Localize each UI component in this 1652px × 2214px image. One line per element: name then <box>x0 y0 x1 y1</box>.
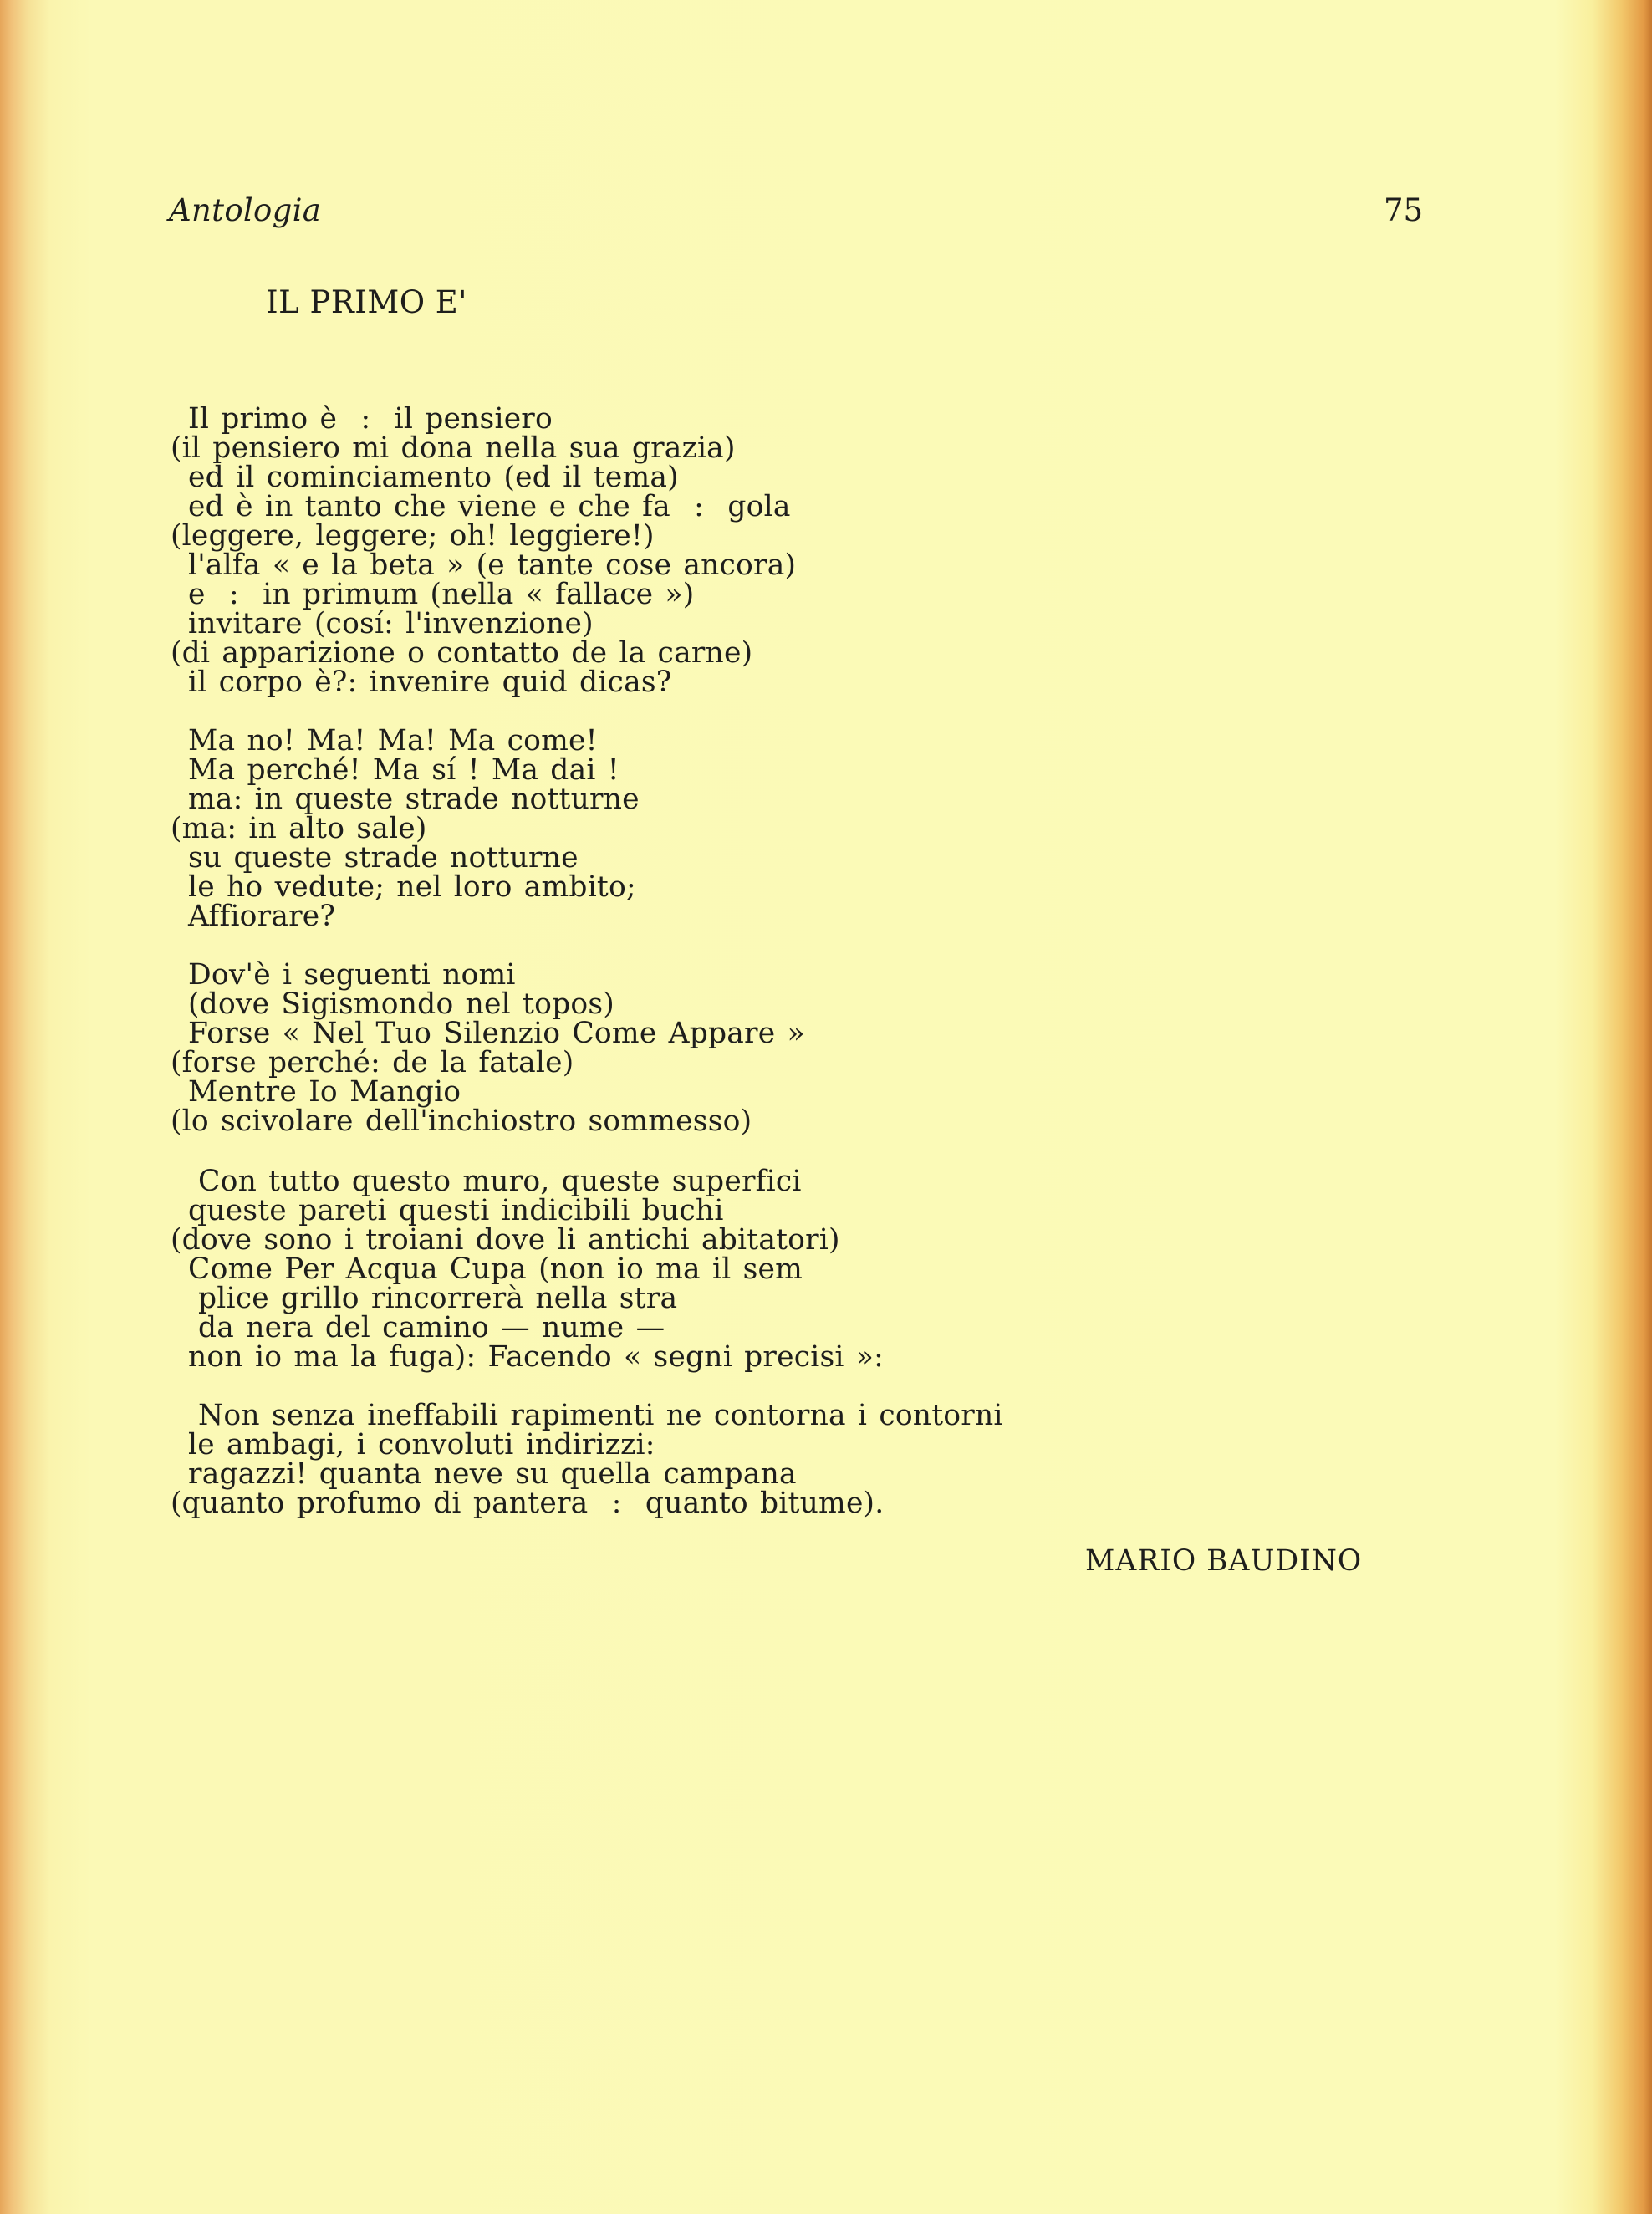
poem-line: su queste strade notturne <box>188 841 579 875</box>
poem-line: (forse perché: de la fatale) <box>171 1046 574 1079</box>
poem-line: plice grillo rincorrerà nella stra <box>198 1282 678 1315</box>
poem-line: Non senza ineffabili rapimenti ne contorna i contorni <box>198 1399 1003 1432</box>
poem-line: Affiorare? <box>188 900 336 933</box>
poem-title: IL PRIMO E' <box>266 284 467 320</box>
poem-line: ma: in queste strade notturne <box>188 783 640 816</box>
poem-line: l'alfa « e la beta » (e tante cose ancora) <box>188 548 797 582</box>
poem-line: (di apparizione o contatto de la carne) <box>171 636 753 670</box>
author-signature: MARIO BAUDINO <box>1085 1544 1363 1578</box>
poem-line: (ma: in alto sale) <box>171 812 427 845</box>
poem-line: Il primo è : il pensiero <box>188 402 553 436</box>
poem-line: Come Per Acqua Cupa (non io ma il sem <box>188 1252 803 1286</box>
page-number: 75 <box>1384 192 1424 228</box>
poem-line: queste pareti questi indicibili buchi <box>188 1194 724 1227</box>
poem-line: (dove sono i troiani dove li antichi abitatori) <box>171 1223 840 1257</box>
poem-line: (quanto profumo di pantera : quanto bitume). <box>171 1487 885 1520</box>
poem-line: (dove Sigismondo nel topos) <box>188 987 614 1021</box>
poem-line: (lo scivolare dell'inchiostro sommesso) <box>171 1104 752 1138</box>
poem-line: (il pensiero mi dona nella sua grazia) <box>171 431 736 465</box>
poem-line: le ambagi, i convoluti indirizzi: <box>188 1428 655 1462</box>
running-head: Antologia <box>169 192 322 228</box>
poem-line: non io ma la fuga): Facendo « segni precisi »: <box>188 1340 884 1374</box>
poem-line: da nera del camino — nume — <box>198 1311 665 1344</box>
poem-line: ragazzi! quanta neve su quella campana <box>188 1457 797 1491</box>
poem-line: Mentre Io Mangio <box>188 1075 461 1109</box>
poem-line: Dov'è i seguenti nomi <box>188 958 516 992</box>
poem-line: invitare (cosí: l'invenzione) <box>188 607 594 640</box>
poem-line: Ma no! Ma! Ma! Ma come! <box>188 724 598 758</box>
poem-line: Con tutto questo muro, queste superfici <box>198 1165 802 1198</box>
poem-line: Forse « Nel Tuo Silenzio Come Appare » <box>188 1017 805 1050</box>
poem-line: Ma perché! Ma sí ! Ma dai ! <box>188 753 620 787</box>
poem-line: ed il cominciamento (ed il tema) <box>188 461 679 494</box>
poem-line: il corpo è?: invenire quid dicas? <box>188 666 672 699</box>
poem-line: e : in primum (nella « fallace ») <box>188 578 695 611</box>
poem-line: le ho vedute; nel loro ambito; <box>188 870 636 904</box>
poem-line: (leggere, leggere; oh! leggiere!) <box>171 519 655 553</box>
poem-line: ed è in tanto che viene e che fa : gola <box>188 490 791 523</box>
